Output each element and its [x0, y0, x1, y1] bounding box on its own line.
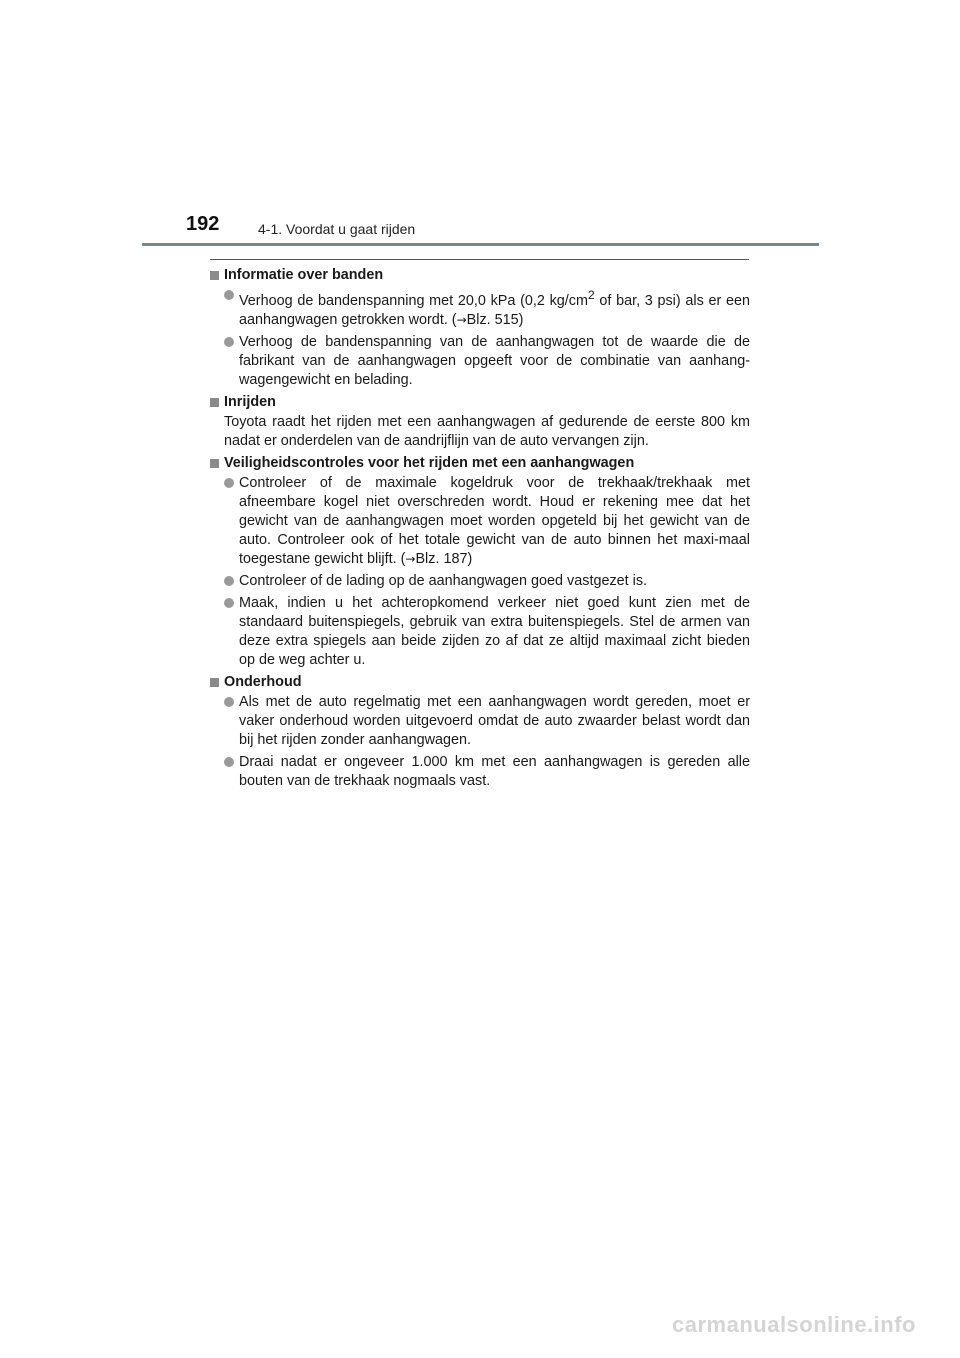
square-bullet-icon [210, 398, 219, 407]
chapter-title: 4-1. Voordat u gaat rijden [258, 221, 416, 237]
header-rule [142, 243, 819, 246]
circle-bullet-icon [224, 598, 234, 608]
list-item: Controleer of de lading op de aanhangwagen goed vastgezet is. [210, 572, 750, 591]
arrow-right-icon: → [405, 551, 416, 566]
page-reference-link[interactable]: Blz. 515) [466, 311, 524, 328]
section-heading: Informatie over banden [210, 266, 750, 285]
page-reference-link[interactable]: Blz. 187) [415, 550, 473, 567]
list-item: Maak, indien u het achteropkomend verkeer niet goed kunt zien met de standaard buitenspiegels, gebruik van extra buitenspiegels. Stel de armen van deze extra spiegels aan beide zijden zo af dat ze altijd maximaal zicht bieden op de weg achter u. [210, 594, 750, 670]
section-onderhoud [210, 673, 750, 791]
section-heading: Veiligheidscontroles voor het rijden met een aanhangwagen [210, 454, 750, 473]
list-item: Verhoog de bandenspanning van de aanhangwagen tot de waarde die de fabrikant van de aanhangwagen opgeeft voor de combinatie van aanhang-wagengewicht en belading. [210, 333, 750, 390]
square-bullet-icon [210, 459, 219, 468]
circle-bullet-icon [224, 478, 234, 488]
section-heading: Inrijden [210, 393, 750, 412]
page-number: 192 [186, 213, 220, 235]
list-item: Als met de auto regelmatig met een aanhangwagen wordt gereden, moet er vaker onderhoud worden uitgevoerd omdat de auto zwaarder belast wordt dan bij het rijden zonder aanhangwagen. [210, 693, 750, 750]
circle-bullet-icon [224, 290, 234, 300]
circle-bullet-icon [224, 576, 234, 586]
square-bullet-icon [210, 678, 219, 687]
section-heading: Onderhoud [210, 673, 750, 692]
circle-bullet-icon [224, 757, 234, 767]
section-informatie-over-banden [210, 266, 750, 390]
page-content [210, 266, 750, 794]
circle-bullet-icon [224, 337, 234, 347]
paragraph: Toyota raadt het rijden met een aanhangwagen af gedurende de eerste 800 km nadat er onderdelen van de aandrijflijn van de auto vervangen zijn. [224, 413, 750, 449]
list-item: Draai nadat er ongeveer 1.000 km met een aanhangwagen is gereden alle bouten van de trekhaak nogmaals vast. [210, 753, 750, 791]
watermark-text: carmanualsonline.info [672, 1312, 916, 1337]
section-veiligheidscontroles [210, 454, 750, 670]
list-item: Controleer of de maximale kogeldruk voor de trekhaak/trekhaak met afneembare kogel niet overschreden wordt. Houd er rekening mee dat het gewicht van de aanhangwagen moet worden opgeteld bij het gewicht van de auto. Controleer ook of het totale gewicht van de auto binnen het maxi-maal toegestane gewicht blijft. (→Blz. 187) [210, 474, 750, 569]
list-item: Verhoog de bandenspanning met 20,0 kPa (0,2 $kg/cm^2$ of bar, 3 psi) als er een aanhangwagen getrokken wordt. (→Blz. 515) [210, 286, 750, 330]
arrow-right-icon: → [456, 312, 467, 327]
circle-bullet-icon [224, 697, 234, 707]
content-divider [210, 259, 749, 260]
section-inrijden [210, 393, 750, 451]
square-bullet-icon [210, 271, 219, 280]
